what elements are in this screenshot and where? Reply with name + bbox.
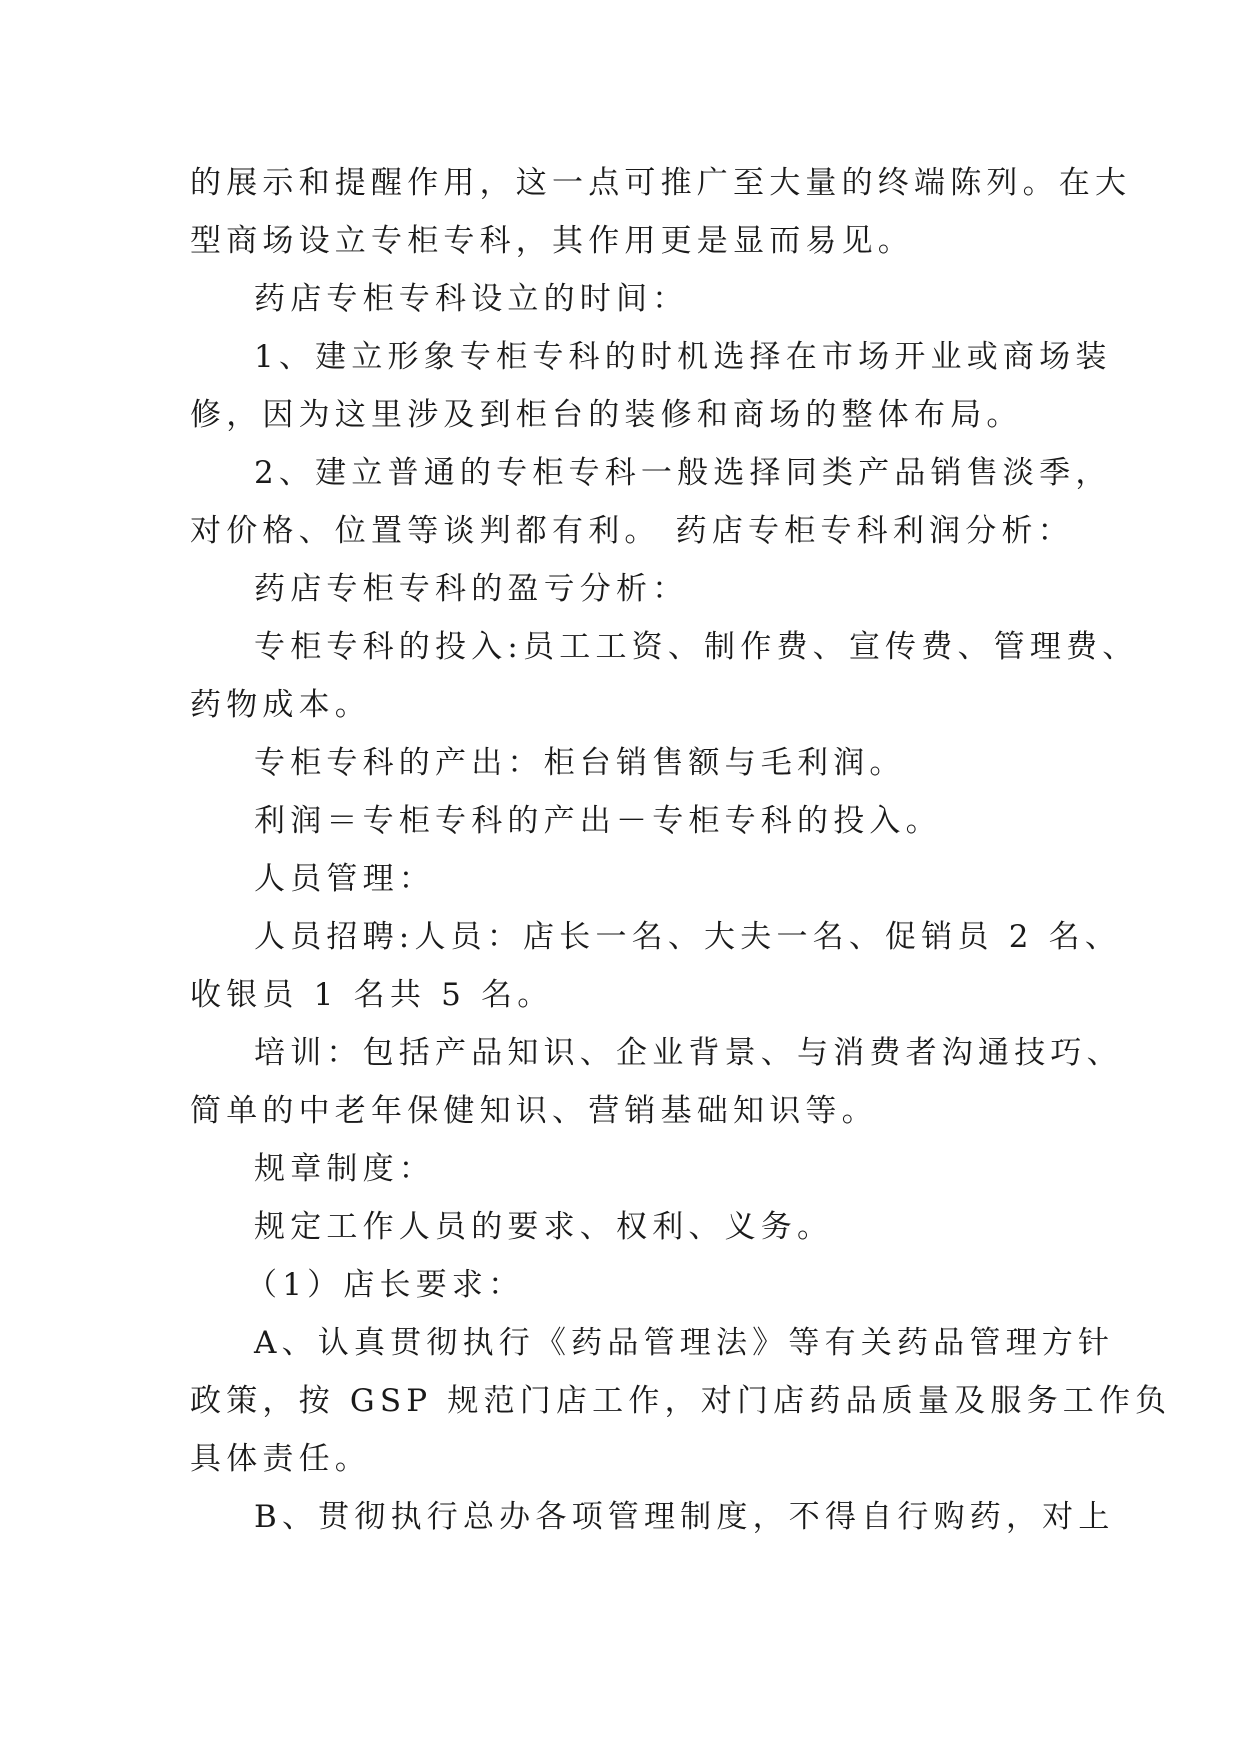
paragraph-line: 专柜专科的投入:员工工资、制作费、宣传费、管理费、 bbox=[254, 629, 1139, 665]
paragraph-line: 培训：包括产品知识、企业背景、与消费者沟通技巧、 bbox=[254, 1035, 1123, 1071]
paragraph-line: 利润＝专柜专科的产出－专柜专科的投入。 bbox=[254, 803, 942, 839]
paragraph-line: 规定工作人员的要求、权利、义务。 bbox=[254, 1209, 834, 1245]
section-heading: 药店专柜专科设立的时间： bbox=[254, 281, 689, 317]
paragraph-line: 修，因为这里涉及到柜台的装修和商场的整体布局。 bbox=[190, 397, 1023, 433]
subsection-heading: （1）店长要求： bbox=[246, 1267, 525, 1303]
paragraph-line: 型商场设立专柜专科，其作用更是显而易见。 bbox=[190, 223, 914, 259]
section-heading: 药店专柜专科的盈亏分析： bbox=[254, 571, 689, 607]
section-heading: 规章制度： bbox=[254, 1151, 435, 1187]
section-heading: 人员管理： bbox=[254, 861, 435, 897]
paragraph-line: 人员招聘:人员：店长一名、大夫一名、促销员 2 名、 bbox=[254, 919, 1122, 955]
paragraph-line: 对价格、位置等谈判都有利。 药店专柜专科利润分析： bbox=[190, 513, 1074, 549]
paragraph-line: 药物成本。 bbox=[190, 687, 371, 723]
paragraph-line: 1、建立形象专柜专科的时机选择在市场开业或商场装 bbox=[254, 339, 1112, 375]
paragraph-line: 简单的中老年保健知识、营销基础知识等。 bbox=[190, 1093, 878, 1129]
paragraph-line: 政策，按 GSP 规范门店工作，对门店药品质量及服务工作负 bbox=[190, 1383, 1172, 1419]
paragraph-line: 专柜专科的产出：柜台销售额与毛利润。 bbox=[254, 745, 906, 781]
paragraph-line: 具体责任。 bbox=[190, 1441, 371, 1477]
paragraph-line: 2、建立普通的专柜专科一般选择同类产品销售淡季， bbox=[254, 455, 1112, 491]
paragraph-line: 的展示和提醒作用，这一点可推广至大量的终端陈列。在大 bbox=[190, 165, 1132, 201]
paragraph-line: B、贯彻执行总办各项管理制度，不得自行购药，对上 bbox=[254, 1499, 1115, 1535]
paragraph-line: A、认真贯彻执行《药品管理法》等有关药品管理方针 bbox=[254, 1325, 1115, 1361]
document-body bbox=[190, 154, 1172, 1546]
paragraph-line: 收银员 1 名共 5 名。 bbox=[190, 977, 554, 1013]
